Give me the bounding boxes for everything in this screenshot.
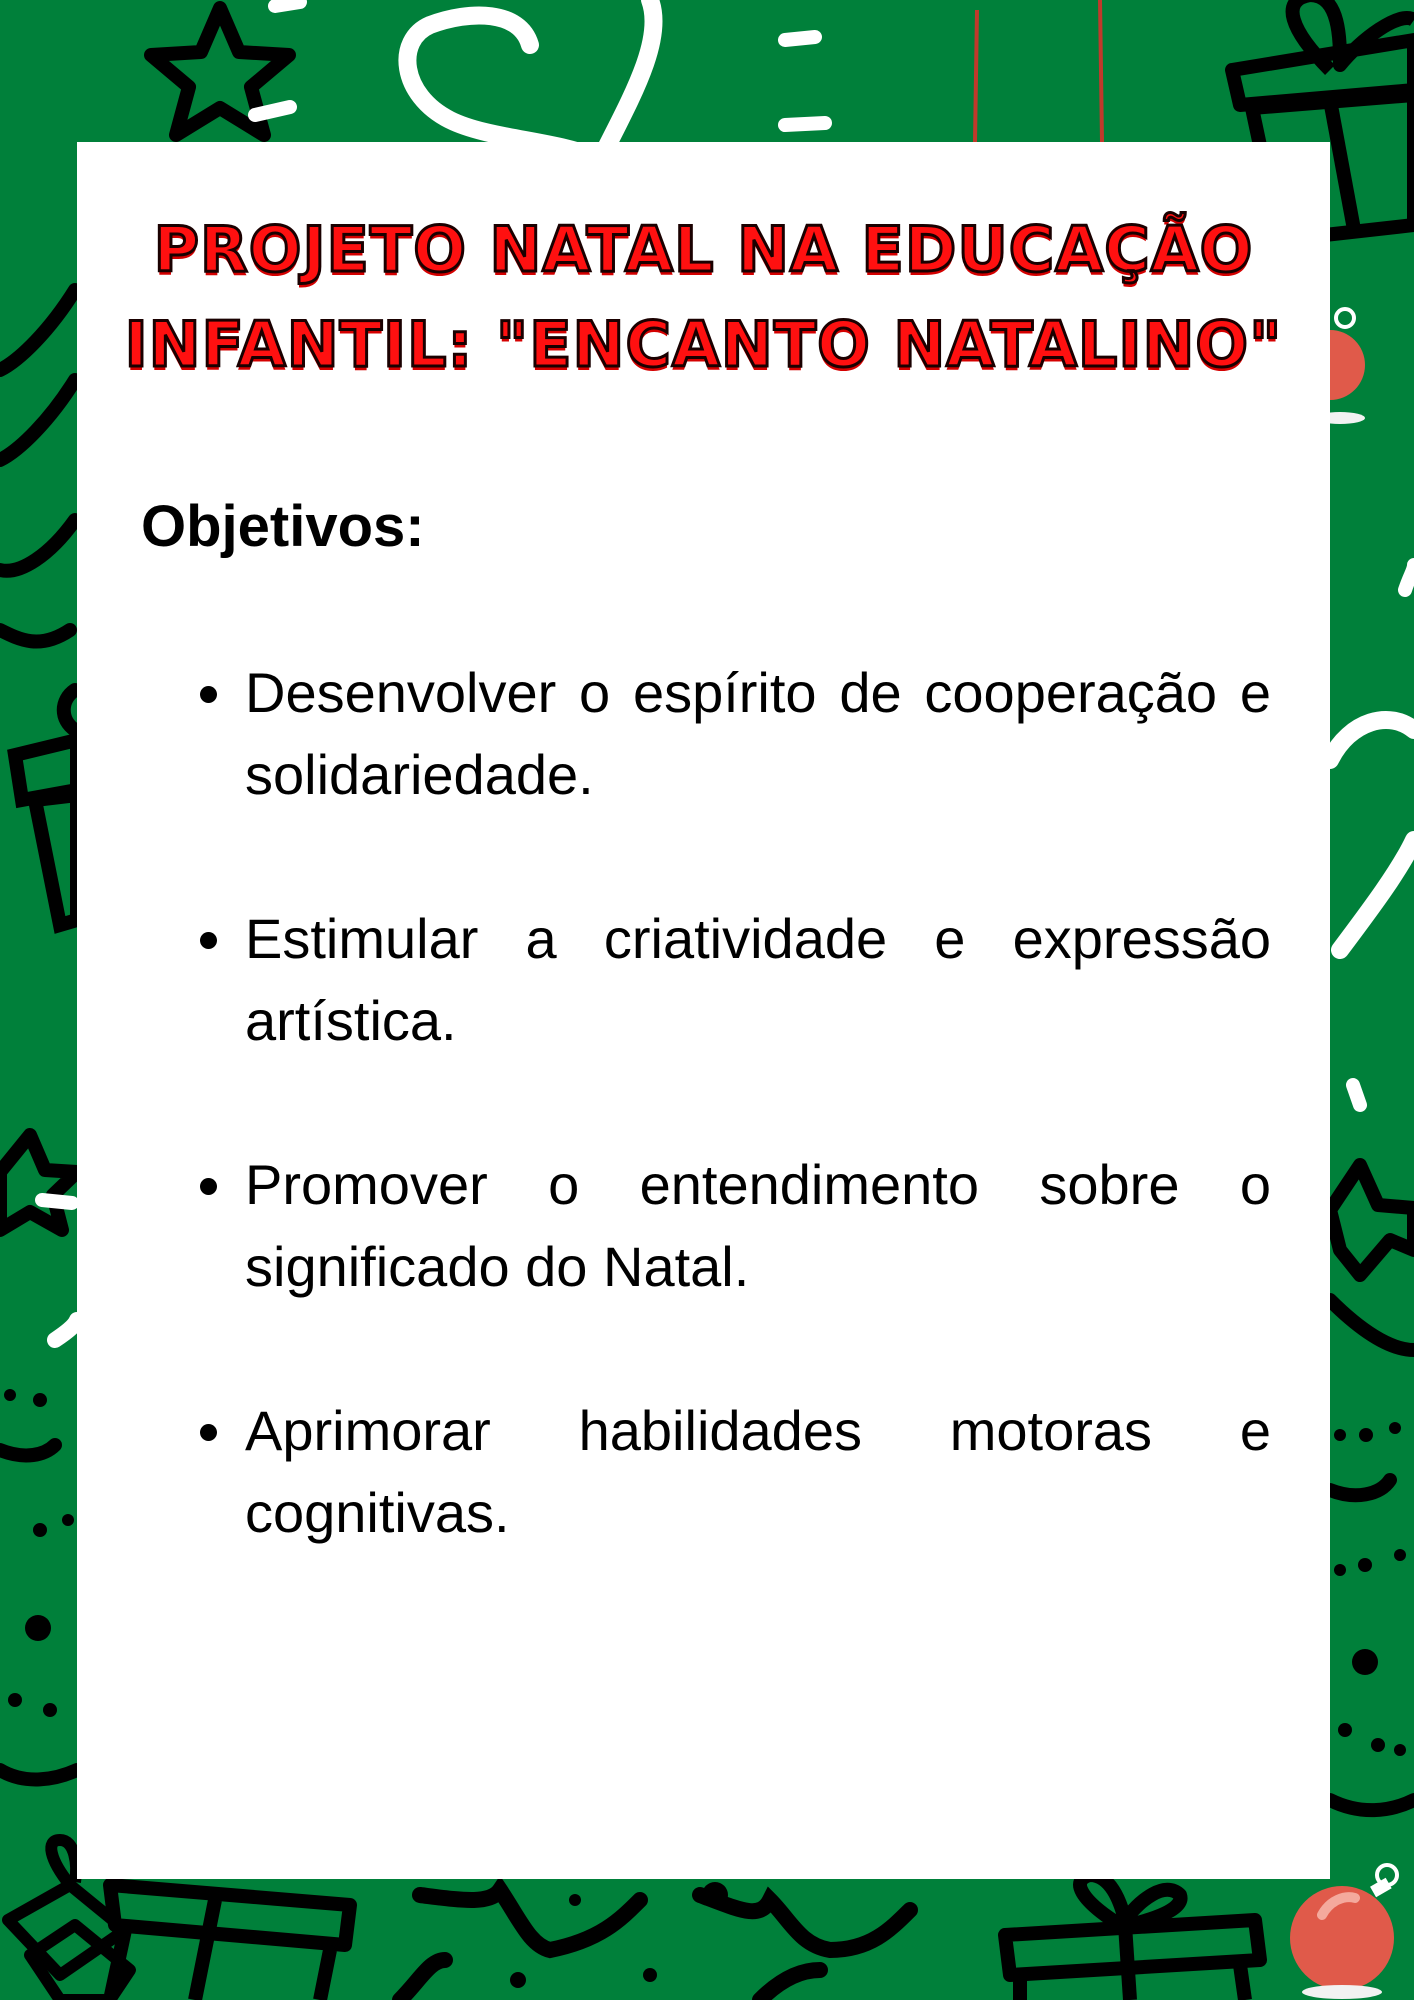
content-card [77, 142, 1330, 1879]
gift-icon [110, 1885, 350, 2000]
list-item: • Aprimorar habilidades motoras e cognitivas. [241, 1390, 1271, 1554]
title-line-2: INFANTIL: "ENCANTO NATALINO" [124, 308, 1283, 381]
heart-icon [407, 0, 653, 160]
christmas-tree-icon [1330, 1300, 1414, 1810]
objectives-list [141, 652, 1271, 1636]
christmas-tree-icon [0, 1389, 77, 1779]
christmas-tree-icon [400, 1890, 910, 2000]
ornament-ball-icon [1290, 1865, 1397, 1999]
dash-decoration [785, 37, 815, 40]
objectives-heading: Objetivos: [141, 494, 425, 559]
gift-icon [15, 740, 77, 925]
heart-icon [1330, 720, 1414, 950]
star-icon [1330, 1165, 1414, 1275]
ornament-string [975, 10, 977, 142]
gift-icon [1005, 1875, 1260, 2000]
dash-decoration [275, 2, 300, 6]
christmas-tree-icon [0, 290, 75, 730]
title-line-1: PROJETO NATAL NA EDUCAÇÃO [153, 213, 1254, 286]
list-item: • Promover o entendimento sobre o significado do Natal. [241, 1144, 1271, 1308]
star-icon [0, 1135, 77, 1230]
list-item: • Estimular a criatividade e expressão artística. [241, 898, 1271, 1062]
list-item: • Desenvolver o espírito de cooperação e solidariedade. [241, 652, 1271, 816]
ornament-string [1100, 0, 1102, 142]
page-title [77, 202, 1330, 392]
dash-decoration [255, 107, 290, 115]
dash-decoration [785, 123, 825, 125]
